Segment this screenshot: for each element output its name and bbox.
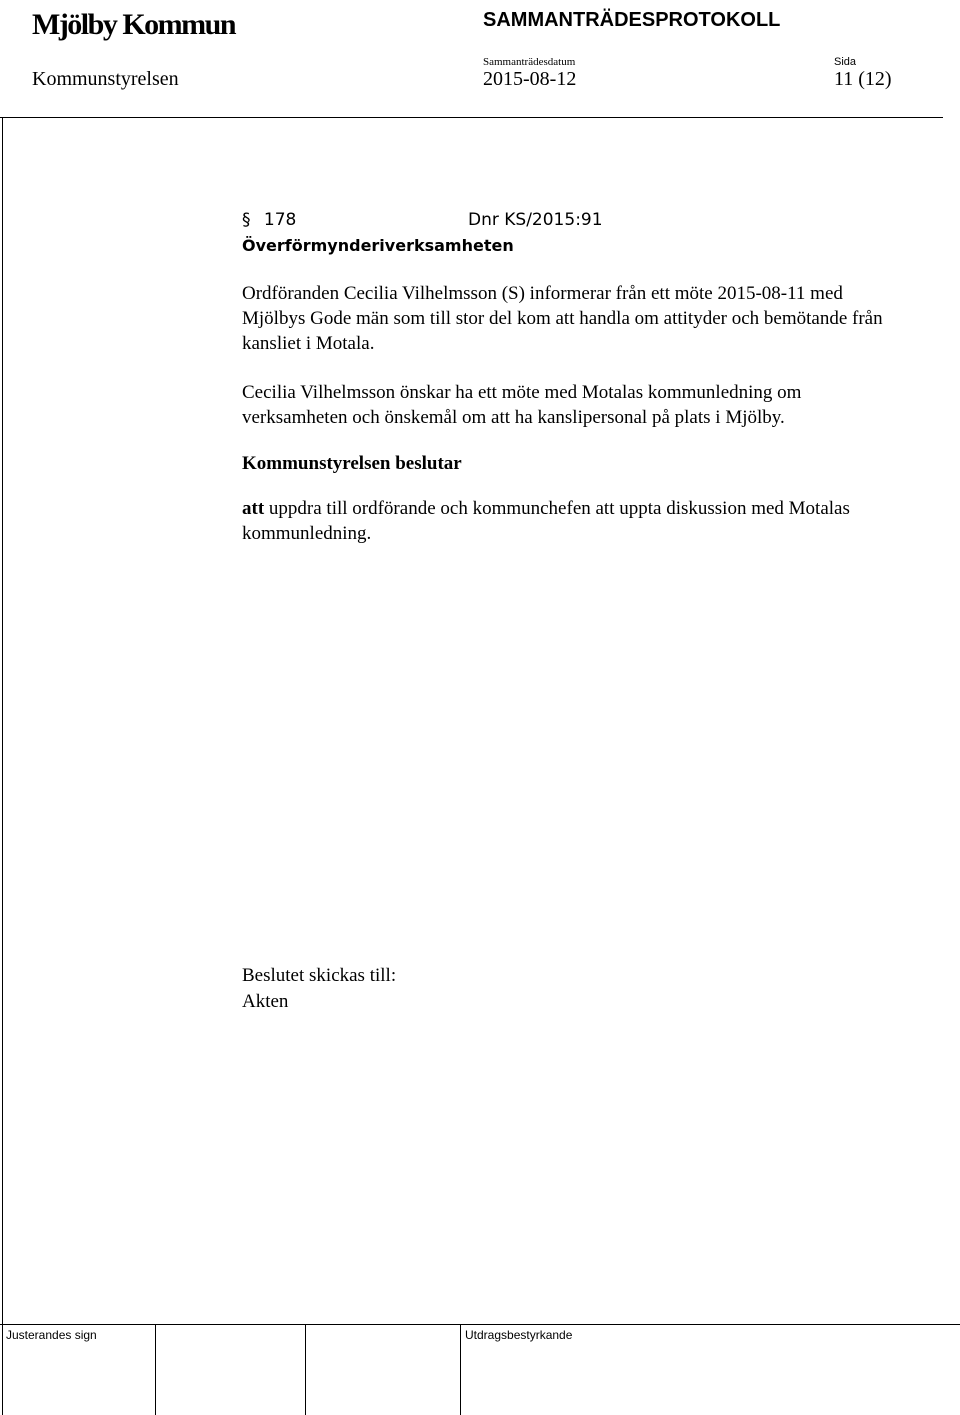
left-margin-line: [2, 118, 3, 1415]
section-title: Överförmynderiverksamheten: [242, 236, 514, 255]
decision-body: uppdra till ordförande och kommunchefen att uppta diskussion med Motalas kommunledning.: [242, 498, 850, 544]
paragraph-request: Cecilia Vilhelmsson önskar ha ett möte med Motalas kommunledning om verksamheten och önskemål om att ha kanslipersonal på plats i Mjölby.: [242, 382, 802, 428]
page-label: Sida: [834, 56, 857, 68]
dnr-reference: Dnr KS/2015:91: [468, 210, 603, 230]
section-number: 178: [263, 210, 297, 230]
header-divider: [0, 117, 943, 118]
decision-heading: Kommunstyrelsen beslutar: [242, 453, 462, 474]
meeting-date-label: Sammanträdesdatum: [483, 56, 576, 68]
signature-label: Justerandes sign: [6, 1328, 97, 1342]
body-name: Kommunstyrelsen: [32, 68, 179, 90]
meeting-date: 2015-08-12: [483, 68, 577, 90]
distribution-recipient: Akten: [242, 991, 289, 1012]
footer-column-divider: [460, 1325, 461, 1415]
footer-column-divider: [305, 1325, 306, 1415]
section-symbol: §: [242, 210, 251, 230]
footer-column-divider: [2, 1325, 3, 1415]
document-type: SAMMANTRÄDESPROTOKOLL: [483, 9, 781, 31]
section-heading-line: [242, 210, 892, 236]
distribution-block: [242, 963, 396, 1015]
decision-text: [242, 496, 892, 546]
protocol-section: [242, 210, 892, 546]
distribution-label: Beslutet skickas till:: [242, 965, 397, 986]
footer-divider: [0, 1324, 960, 1325]
decision-keyword: att: [242, 498, 265, 519]
certifier-label: Utdragsbestyrkande: [465, 1328, 573, 1342]
paragraph-information: Ordföranden Cecilia Vilhelmsson (S) informerar från ett möte 2015-08-11 med Mjölbys Gode män som till stor del kom att handla om attityder och bemötande från kansliet i Motala.: [242, 283, 883, 354]
municipality-logo: Mjölby Kommun: [32, 8, 236, 41]
page-number: 11 (12): [834, 68, 892, 90]
footer-column-divider: [155, 1325, 156, 1415]
